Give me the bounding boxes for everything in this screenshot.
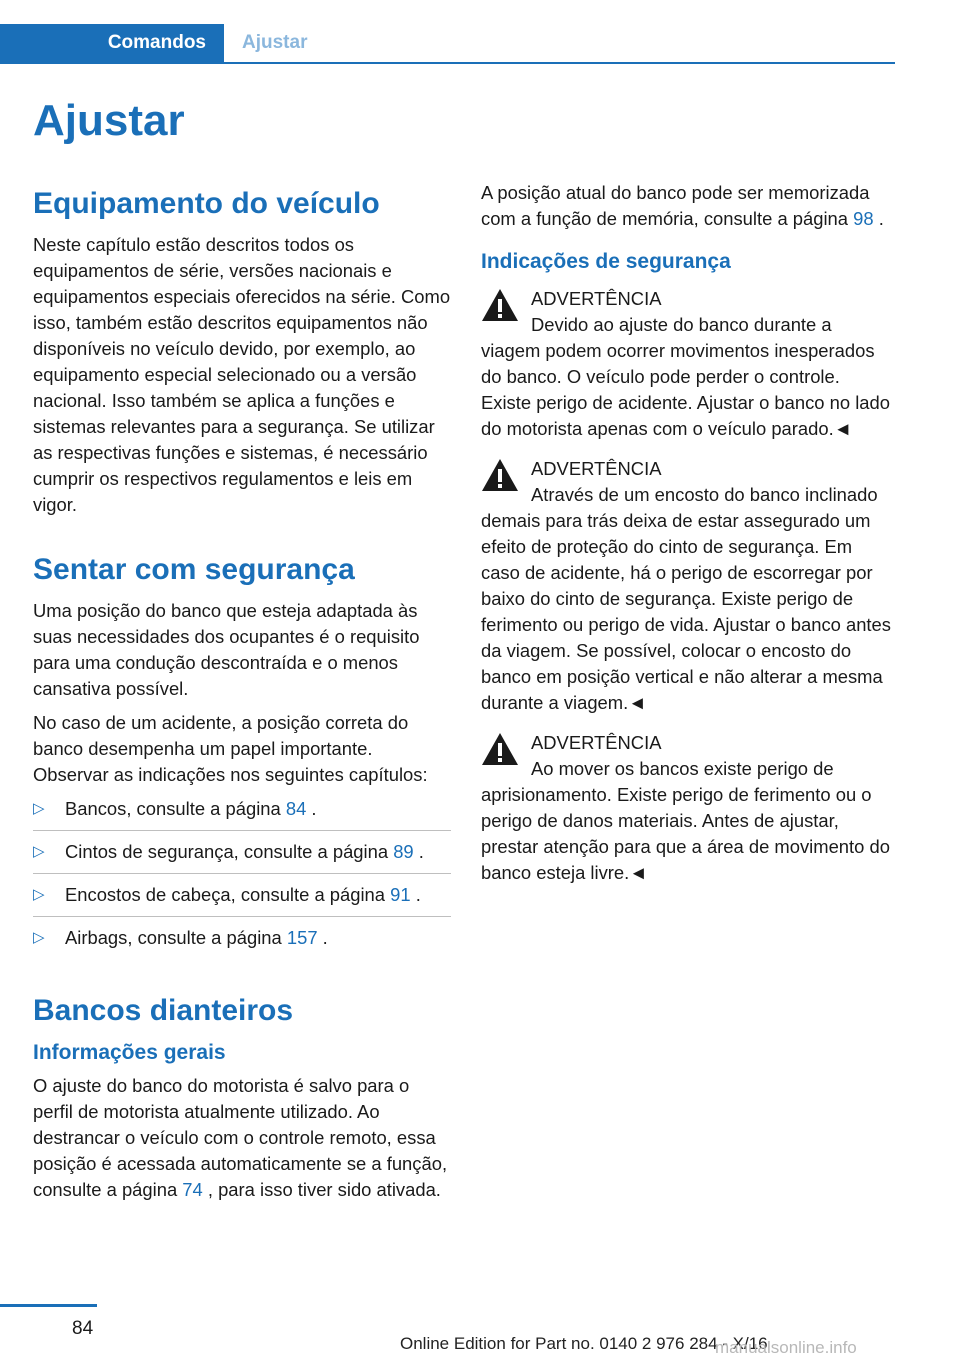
warning-text: Através de um encosto do banco inclinado demais para trás deixa de estar assegurado um efeito de proteção do cinto de segurança. Em caso de acidente, há o perigo de escorregar por baixo do cinto de segurança. Existe perigo de ferimento ou perigo de vida. Ajustar o banco antes da viagem. Se possível, colocar o encosto do banco em posição vertical e não alterar a mesma durante a viagem.◄ [481, 484, 891, 713]
page-link[interactable]: 98 [853, 208, 874, 229]
header-tabbar [0, 24, 895, 64]
page-link[interactable]: 91 [390, 884, 411, 905]
warning-block [481, 456, 893, 716]
triangle-bullet-icon: ▷ [33, 886, 45, 903]
list-item: ▷ Bancos, consulte a página 84 . [33, 796, 451, 831]
list-item: ▷ Cintos de segurança, consulte a página 89 . [33, 839, 451, 874]
warning-heading: ADVERTÊNCIA [531, 732, 662, 753]
triangle-bullet-icon: ▷ [33, 843, 45, 860]
edition-text: Online Edition for Part no. 0140 2 976 284 - X/16 [400, 1334, 768, 1353]
triangle-bullet-icon: ▷ [33, 929, 45, 946]
warning-triangle-icon [481, 288, 519, 322]
footer-divider [0, 1304, 97, 1307]
page-link[interactable]: 157 [286, 927, 318, 948]
triangle-bullet-icon: ▷ [33, 800, 45, 817]
equipamento-text: Neste capítulo estão descritos todos os equipamentos de série, versões nacionais e equipamentos especiais oferecidos na série. Como isso, também estão descritos equipamentos não disponíveis no veículo devido, por exemplo, ao equipamento especial selecionado ou a versão nacional. Isso também se aplica a funções e sistemas relevantes para a segurança. Se utilizar as respectivas funções e sistemas, é necessário cumprir os respectivos regulamentos e leis em vigor. [33, 234, 451, 515]
warning-block [481, 286, 893, 442]
list-item: ▷ Encostos de cabeça, consulte a página 91 . [33, 882, 451, 917]
warning-heading: ADVERTÊNCIA [531, 458, 662, 479]
bancos-text: O ajuste do banco do motorista é salvo para o perfil de motorista atualmente utilizado. Ao destrancar o veículo com o controle remoto, essa posição é acessada automaticamente se a função, consulte a página 74 , para isso tiver sido ativada. [33, 1075, 448, 1200]
page-title: Ajustar [33, 96, 185, 145]
subsection-title-informacoes: Informações gerais [33, 1041, 226, 1064]
warning-text: Devido ao ajuste do banco durante a viagem podem ocorrer movimentos inesperados do banco. O veículo pode perder o controle. Existe perigo de acidente. Ajustar o banco no lado do motorista apenas com o veículo parado.◄ [481, 314, 890, 439]
warning-text: Ao mover os bancos existe perigo de aprisionamento. Existe perigo de ferimento ou o perigo de danos materiais. Antes de ajustar, prestar atenção para que a área de movimento do banco esteja livre.◄ [481, 758, 890, 883]
sentar-paragraph-1: Uma posição do banco que esteja adaptada às suas necessidades dos ocupantes é o requisito para uma condução descontraída e o menos cansativa possível. [33, 600, 420, 699]
page-link[interactable]: 84 [285, 798, 307, 819]
left-column [33, 186, 451, 1211]
tab-comandos[interactable]: Comandos [0, 24, 224, 62]
list-item: ▷ Airbags, consulte a página 157 . [33, 925, 451, 959]
section-title-equipamento: Equipamento do veículo [33, 187, 380, 220]
section-title-bancos: Bancos dianteiros [33, 994, 294, 1027]
subsection-title-seguranca: Indicações de segurança [481, 250, 731, 273]
warning-triangle-icon [481, 458, 519, 492]
section-title-sentar: Sentar com segurança [33, 553, 355, 586]
page-link[interactable]: 74 [182, 1179, 203, 1200]
memory-text: A posição atual do banco pode ser memorizada com a função de memória, consulte a página 98 . [481, 182, 884, 229]
page-link[interactable]: 89 [393, 841, 414, 862]
right-column [481, 180, 893, 898]
warning-block [481, 730, 893, 886]
warning-triangle-icon [481, 732, 519, 766]
watermark: manualsonline.info [715, 1338, 857, 1357]
page-number: 84 [72, 1318, 94, 1339]
warning-heading: ADVERTÊNCIA [531, 288, 662, 309]
tab-ajustar[interactable]: Ajustar [242, 32, 308, 53]
sentar-paragraph-2: No caso de um acidente, a posição correta do banco desempenha um papel importante. Observar as indicações nos seguintes capítulos: [33, 712, 428, 785]
chapter-list [33, 796, 451, 959]
